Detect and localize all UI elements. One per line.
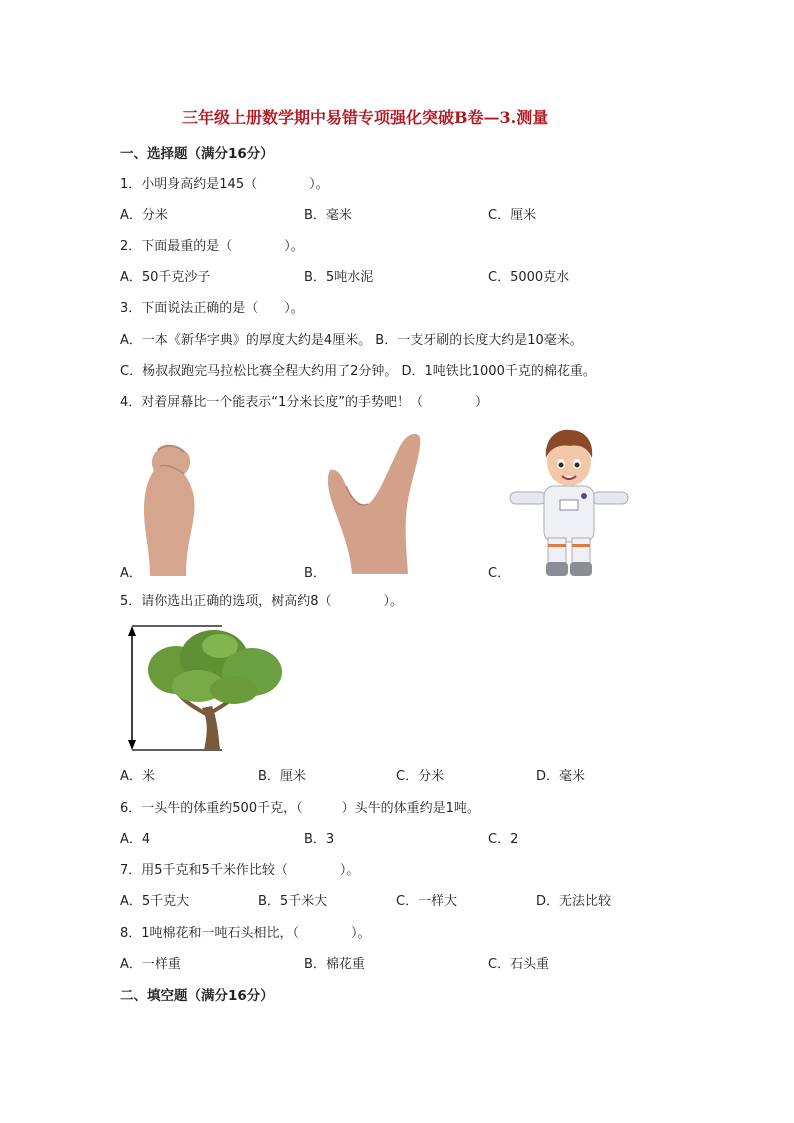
question-2-stem: 2．下面最重的是（ ）。 xyxy=(120,239,304,254)
question-3-stem: 3．下面说法正确的是（ ）。 xyxy=(120,301,304,316)
question-5-option-a[interactable]: A．米 xyxy=(120,769,155,784)
question-5-option-b[interactable]: B．厘米 xyxy=(258,769,306,784)
question-3-options-ab[interactable]: A．一本《新华字典》的厚度大约是4厘米。 B．一支牙刷的长度大约是10毫米。 xyxy=(120,333,583,348)
tree-height-image xyxy=(122,624,290,754)
question-7-option-a[interactable]: A．5千克大 xyxy=(120,894,190,909)
question-2-option-a[interactable]: A．50千克沙子 xyxy=(120,270,211,285)
question-3-options-cd[interactable]: C．杨叔叔跑完马拉松比赛全程大约用了2分钟。 D．1吨铁比1000千克的棉花重。 xyxy=(120,364,596,379)
question-2-option-b[interactable]: B．5吨水泥 xyxy=(304,270,374,285)
question-7-option-d[interactable]: D．无法比较 xyxy=(536,894,612,909)
question-4-option-a[interactable]: A． xyxy=(120,566,142,581)
hand-gesture-a-image xyxy=(140,440,202,580)
question-8-option-a[interactable]: A．一样重 xyxy=(120,957,181,972)
question-7-option-c[interactable]: C．一样大 xyxy=(396,894,458,909)
section-fill-heading: 二、填空题（满分16分） xyxy=(120,988,274,1004)
question-8-stem: 8．1吨棉花和一吨石头相比，（ ）。 xyxy=(120,926,371,941)
question-4-option-b[interactable]: B． xyxy=(304,566,326,581)
question-1-option-a[interactable]: A．分米 xyxy=(120,208,168,223)
page-title: 三年级上册数学期中易错专项强化突破B卷—3.测量 xyxy=(182,108,549,127)
question-8-option-c[interactable]: C．石头重 xyxy=(488,957,550,972)
question-2-option-c[interactable]: C．5000克水 xyxy=(488,270,570,285)
question-5-stem: 5．请你选出正确的选项，树高约8（ ）。 xyxy=(120,594,404,609)
question-6-option-b[interactable]: B．3 xyxy=(304,832,335,847)
question-6-stem: 6．一头牛的体重约500千克，（ ）头牛的体重约是1吨。 xyxy=(120,801,480,816)
question-7-option-b[interactable]: B．5千米大 xyxy=(258,894,328,909)
question-1-stem: 1．小明身高约是145（ ）。 xyxy=(120,177,329,192)
question-6-option-c[interactable]: C．2 xyxy=(488,832,519,847)
question-8-option-b[interactable]: B．棉花重 xyxy=(304,957,365,972)
question-4-stem: 4．对着屏幕比一个能表示“1分米长度”的手势吧！（ ） xyxy=(120,395,489,410)
astronaut-boy-image xyxy=(508,426,630,578)
question-4-option-c[interactable]: C． xyxy=(488,566,511,581)
question-1-option-b[interactable]: B．毫米 xyxy=(304,208,352,223)
question-6-option-a[interactable]: A．4 xyxy=(120,832,151,847)
hand-gesture-b-image xyxy=(326,430,422,576)
question-1-option-c[interactable]: C．厘米 xyxy=(488,208,537,223)
question-7-stem: 7．用5千克和5千米作比较（ ）。 xyxy=(120,863,360,878)
section-choice-heading: 一、选择题（满分16分） xyxy=(120,146,274,162)
question-5-option-d[interactable]: D．毫米 xyxy=(536,769,586,784)
question-5-option-c[interactable]: C．分米 xyxy=(396,769,445,784)
